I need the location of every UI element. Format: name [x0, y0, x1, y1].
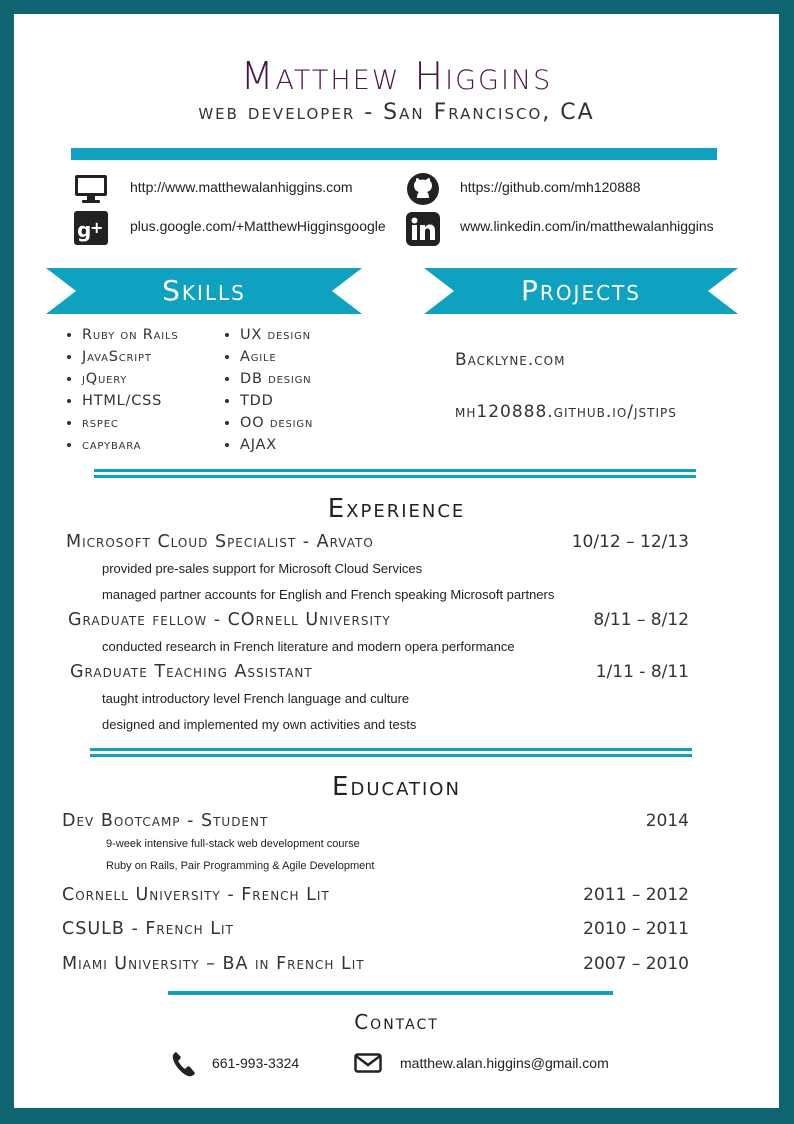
header-divider [71, 148, 717, 160]
experience-divider [90, 748, 692, 760]
education-dates: 2014 [645, 811, 689, 831]
linkedin-icon [406, 212, 440, 246]
skill-item: • UX design [240, 324, 313, 346]
job-detail: designed and implemented my own activities and tests [102, 717, 417, 732]
job-detail: taught introductory level French language and culture [102, 691, 410, 706]
email-link[interactable]: matthew.alan.higgins@gmail.com [400, 1055, 609, 1071]
svg-text:g: g [77, 218, 92, 242]
linkedin-link[interactable]: www.linkedin.com/in/matthewalanhiggins [460, 218, 714, 234]
google-plus-icon [74, 211, 108, 245]
experience-title: Experience [327, 494, 466, 524]
job-detail: conducted research in French literature and modern opera performance [102, 639, 515, 654]
contact-title: Contact [354, 1010, 439, 1034]
education-title-row: Cornell University - French Lit [62, 885, 330, 905]
skill-item: • TDD [240, 390, 313, 412]
project-link[interactable]: mh120888.github.io/jstips [455, 402, 677, 422]
skills-list-2 [220, 324, 313, 456]
job-subtitle: web developer - San Francisco, CA [198, 100, 595, 125]
education-title-row: Miami University – BA in French Lit [62, 954, 365, 974]
project-link[interactable]: Backlyne.com [455, 350, 566, 370]
person-name: Matthew Higgins [240, 54, 553, 98]
job-title: Graduate fellow - COrnell University [68, 610, 391, 630]
svg-text:+: + [90, 218, 104, 237]
skill-item: • Ruby on Rails [82, 324, 179, 346]
projects-title: Projects [521, 274, 641, 307]
skill-item: • rspec [82, 412, 179, 434]
monitor-icon [74, 174, 108, 204]
skill-item: • HTML/CSS [82, 390, 179, 412]
phone-number[interactable]: 661-993-3324 [212, 1055, 300, 1071]
skill-item: • Agile [240, 346, 313, 368]
github-link[interactable]: https://github.com/mh120888 [460, 179, 641, 195]
phone-icon [171, 1050, 197, 1078]
skills-list-1 [62, 324, 179, 456]
education-divider [168, 991, 613, 995]
education-dates: 2011 – 2012 [583, 885, 689, 905]
google-plus-link[interactable]: plus.google.com/+MatthewHigginsgoogle [130, 218, 386, 234]
job-dates: 8/11 – 8/12 [593, 610, 689, 630]
education-title-row: CSULB - French Lit [62, 919, 234, 939]
skill-item: • AJAX [240, 434, 313, 456]
education-title-row: Dev Bootcamp - Student [62, 811, 269, 831]
job-title: Graduate Teaching Assistant [70, 662, 313, 682]
job-dates: 1/11 - 8/11 [595, 662, 689, 682]
education-title: Education [332, 772, 461, 802]
job-dates: 10/12 – 12/13 [571, 532, 689, 552]
job-detail: managed partner accounts for English and French speaking Microsoft partners [102, 587, 555, 602]
skill-item: • OO design [240, 412, 313, 434]
skill-item: • capybara [82, 434, 179, 456]
education-dates: 2007 – 2010 [583, 954, 689, 974]
website-link[interactable]: http://www.matthewalanhiggins.com [130, 179, 353, 195]
skill-item: • JavaScript [82, 346, 179, 368]
skill-item: • jQuery [82, 368, 179, 390]
skills-banner [46, 268, 362, 314]
github-icon [406, 172, 440, 206]
education-detail: Ruby on Rails, Pair Programming & Agile Development [106, 860, 375, 872]
skill-item: • DB design [240, 368, 313, 390]
envelope-icon [354, 1053, 382, 1073]
projects-banner [424, 268, 738, 314]
resume-page [14, 14, 779, 1108]
skills-divider [94, 469, 696, 481]
education-dates: 2010 – 2011 [583, 919, 689, 939]
job-detail: provided pre-sales support for Microsoft Cloud Services [102, 561, 423, 576]
skills-title: Skills [162, 274, 246, 307]
education-detail: 9-week intensive full-stack web development course [106, 838, 360, 850]
job-title: Microsoft Cloud Specialist - Arvato [66, 532, 374, 552]
